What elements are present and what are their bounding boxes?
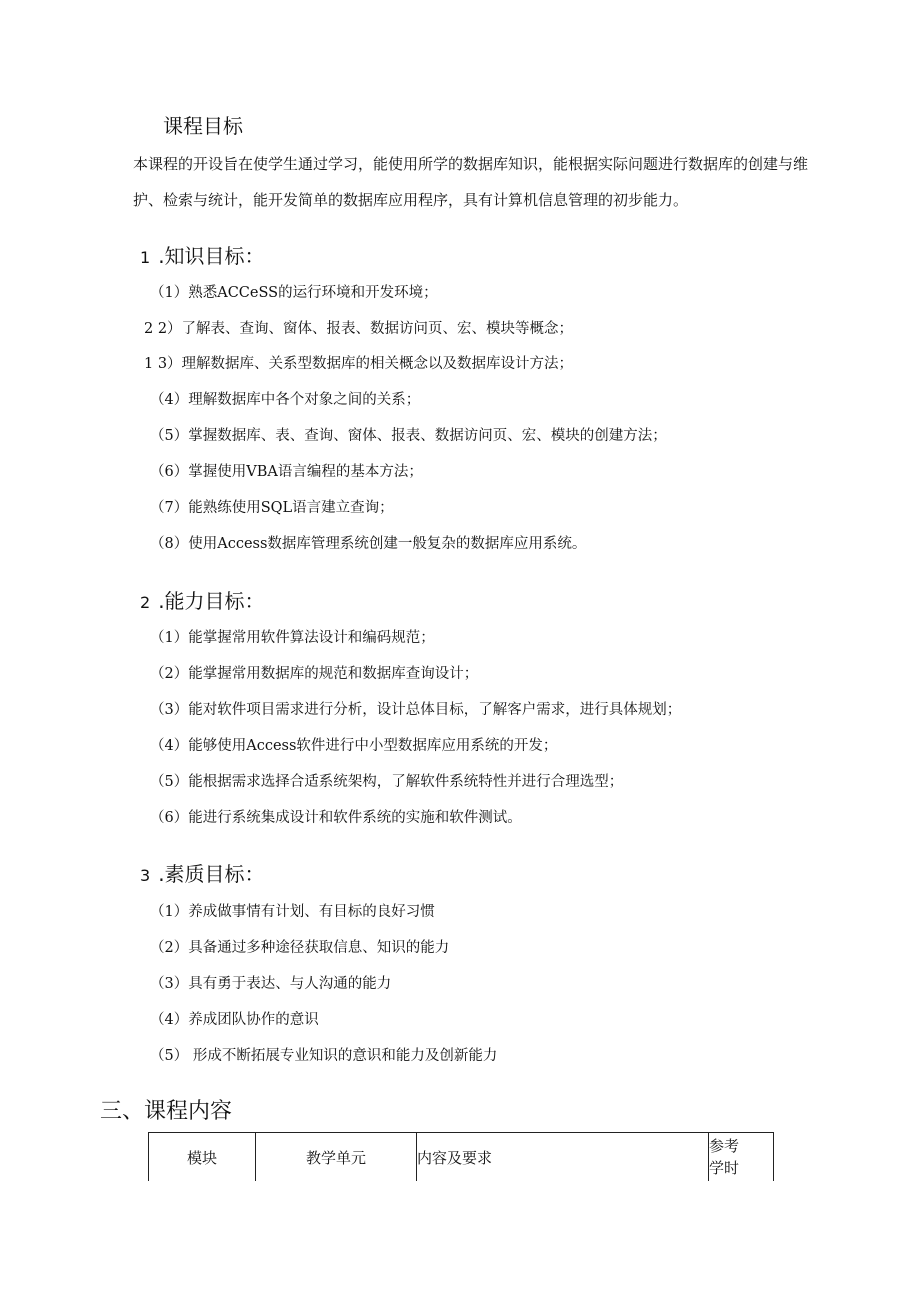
knowledge-goal-title: .知识目标：: [158, 244, 265, 268]
header-hours: [709, 1133, 774, 1182]
ability-item: （6）能进行系统集成设计和软件系统的实施和软件测试。: [150, 810, 522, 826]
table-header-row: [149, 1133, 774, 1182]
section-title-course-content: 三、课程内容: [100, 1099, 233, 1124]
quality-goal-number: 3: [140, 866, 151, 885]
header-hours-line2: 学时: [709, 1159, 740, 1177]
section-title-course-goal: 课程目标: [163, 114, 243, 138]
quality-item: （4）养成团队协作的意识: [150, 1012, 319, 1028]
ability-goal-title: .能力目标：: [158, 589, 265, 613]
ability-item: （1）能掌握常用软件算法设计和编码规范；: [150, 630, 435, 646]
knowledge-item: （6）掌握使用VBA语言编程的基本方法；: [150, 464, 423, 480]
header-unit: 教学单元: [256, 1133, 417, 1182]
knowledge-item: （7）能熟练使用SQL语言建立查询；: [150, 500, 394, 516]
quality-item: （5） 形成不断拓展专业知识的意识和能力及创新能力: [150, 1048, 498, 1064]
knowledge-goal-heading: [140, 240, 265, 269]
knowledge-item: 2 2）了解表、查询、窗体、报表、数据访问页、宏、模块等概念；: [144, 321, 574, 337]
header-hours-line1: 参考: [709, 1137, 740, 1155]
quality-item: （1）养成做事情有计划、有目标的良好习惯: [150, 904, 435, 920]
ability-item: （5）能根据需求选择合适系统架构，了解软件系统特性并进行合理选型；: [150, 774, 624, 790]
course-content-table: [148, 1132, 774, 1181]
quality-item: （2）具备通过多种途径获取信息、知识的能力: [150, 940, 450, 956]
knowledge-item: （5）掌握数据库、表、查询、窗体、报表、数据访问页、宏、模块的创建方法；: [150, 428, 667, 444]
header-content: 内容及要求: [417, 1133, 709, 1182]
quality-item: （3）具有勇于表达、与人沟通的能力: [150, 976, 392, 992]
header-module: 模块: [149, 1133, 256, 1182]
knowledge-item: 1 3）理解数据库、关系型数据库的相关概念以及数据库设计方法；: [144, 356, 574, 372]
knowledge-item: （4）理解数据库中各个对象之间的关系；: [150, 392, 421, 408]
knowledge-item: （8）使用Access数据库管理系统创建一般复杂的数据库应用系统。: [150, 536, 587, 552]
ability-goal-heading: [140, 585, 265, 614]
quality-goal-heading: [140, 858, 265, 887]
quality-goal-title: .素质目标：: [158, 862, 265, 886]
knowledge-goal-number: 1: [140, 248, 151, 267]
ability-item: （3）能对软件项目需求进行分析，设计总体目标，了解客户需求，进行具体规划；: [150, 702, 682, 718]
ability-item: （4）能够使用Access软件进行中小型数据库应用系统的开发；: [150, 738, 558, 754]
ability-item: （2）能掌握常用数据库的规范和数据库查询设计；: [150, 666, 479, 682]
knowledge-item: （1）熟悉ACCeSS的运行环境和开发环境；: [150, 285, 438, 301]
ability-goal-number: 2: [140, 593, 151, 612]
intro-paragraph: 本课程的开设旨在使学生通过学习，能使用所学的数据库知识，能根据实际问题进行数据库的创建与维护、检索与统计，能开发简单的数据库应用程序，具有计算机信息管理的初步能力。: [133, 155, 809, 209]
